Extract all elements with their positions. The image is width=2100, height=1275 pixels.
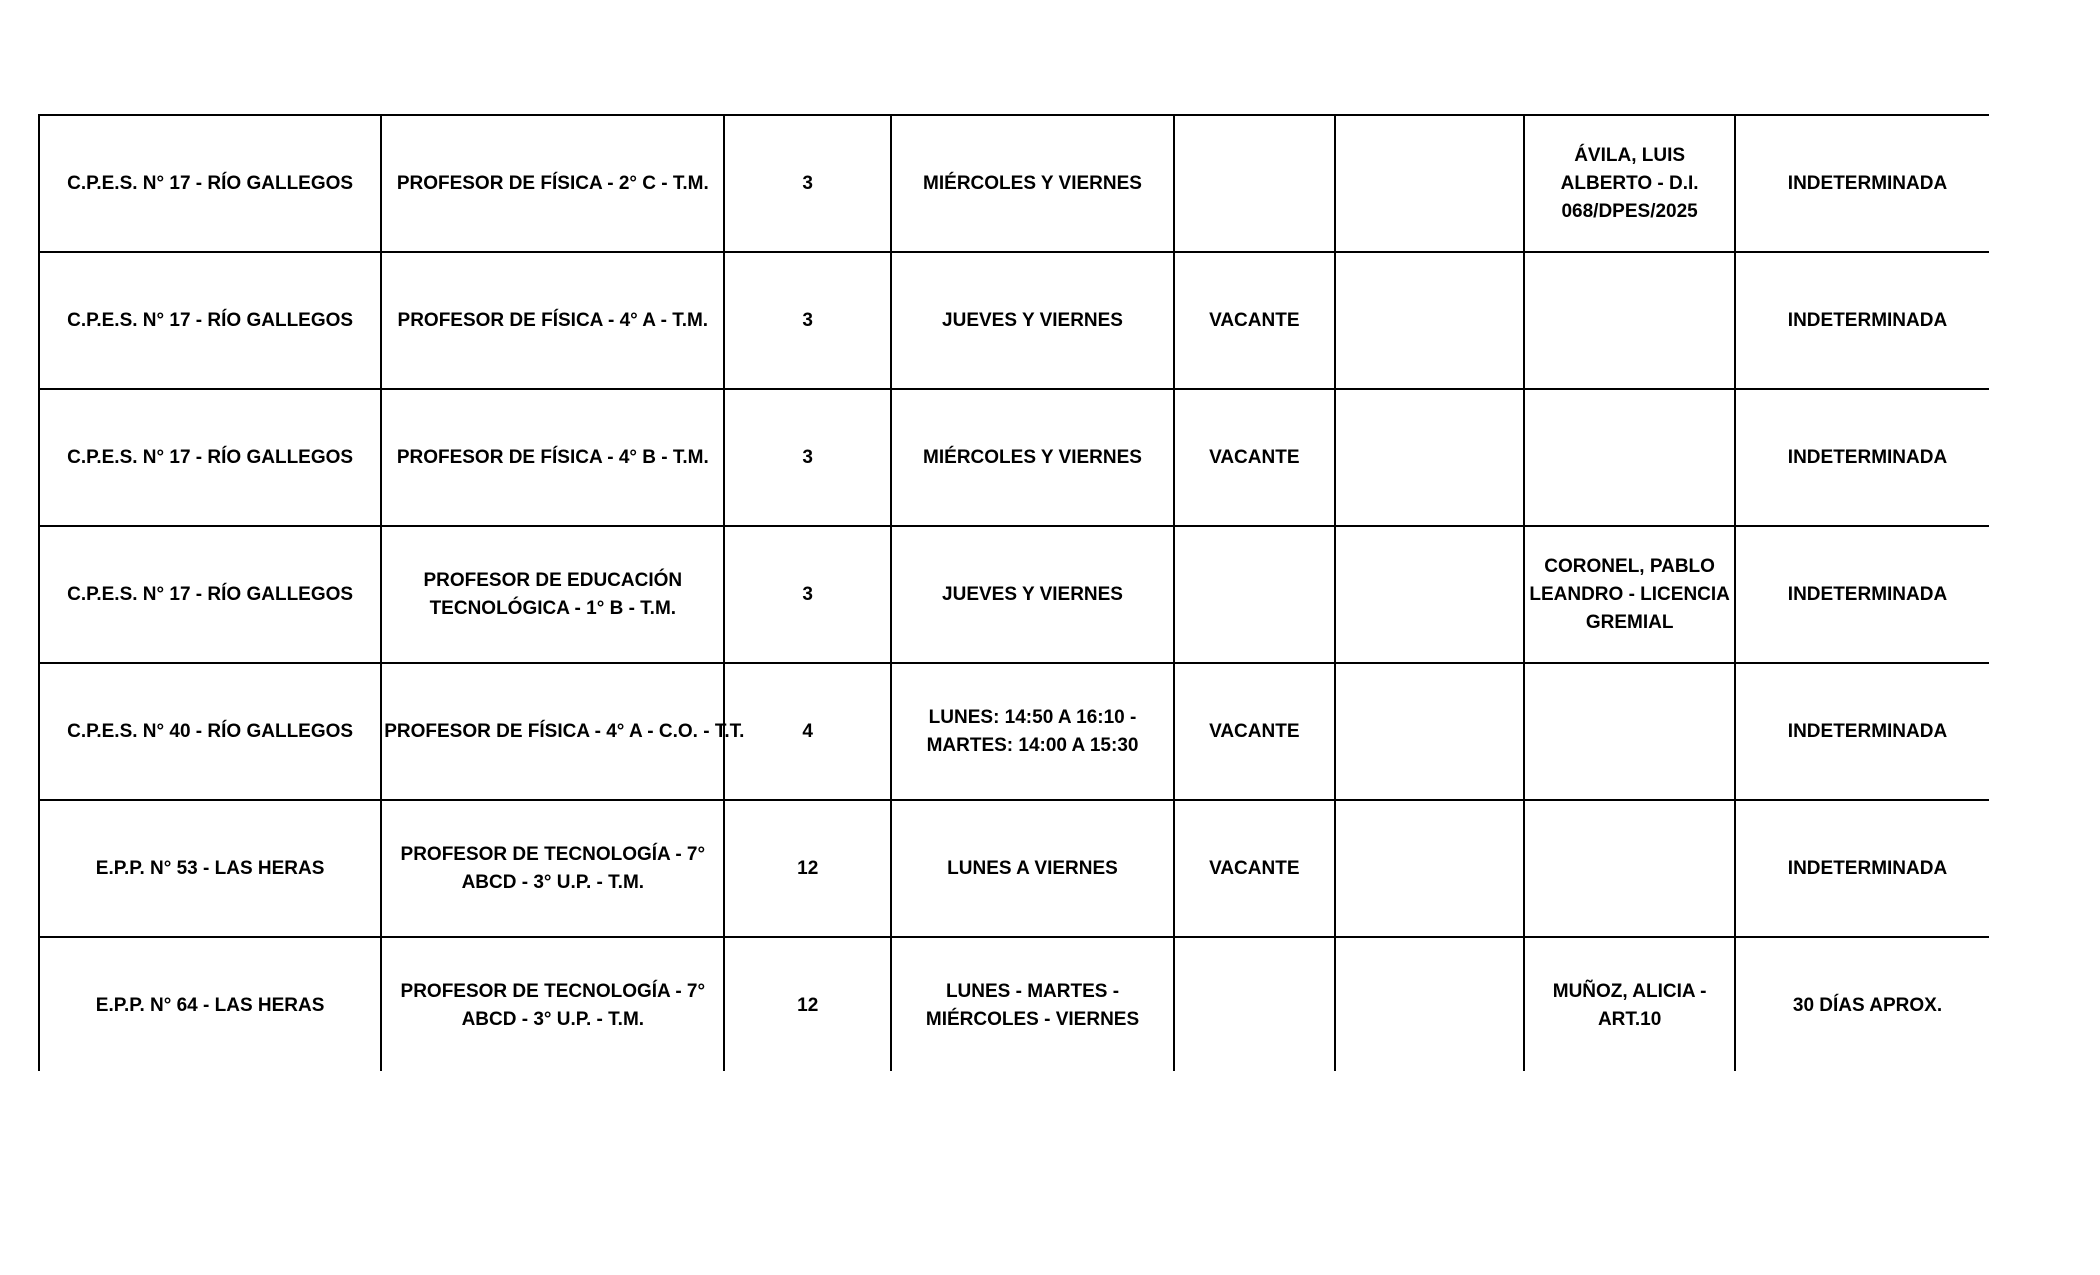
cell-situacion (1174, 526, 1335, 663)
cell-institucion: C.P.E.S. N° 17 - RÍO GALLEGOS (40, 116, 381, 252)
cell-cargo: PROFESOR DE FÍSICA - 4° A - T.M. (381, 252, 724, 389)
cell-horas: 4 (724, 663, 891, 800)
cell-extra (1335, 937, 1525, 1071)
cell-horas: 12 (724, 937, 891, 1071)
cell-cargo: PROFESOR DE TECNOLOGÍA - 7° ABCD - 3° U.P. - T.M. (381, 800, 724, 937)
cell-horas: 3 (724, 116, 891, 252)
cell-cargo: PROFESOR DE FÍSICA - 4° B - T.M. (381, 389, 724, 526)
cell-cargo: PROFESOR DE TECNOLOGÍA - 7° ABCD - 3° U.P. - T.M. (381, 937, 724, 1071)
table-row (40, 526, 1989, 663)
cell-extra (1335, 800, 1525, 937)
cell-situacion (1174, 937, 1335, 1071)
cell-dias: LUNES: 14:50 A 16:10 - MARTES: 14:00 A 15:30 (891, 663, 1174, 800)
cell-dias: LUNES A VIERNES (891, 800, 1174, 937)
cell-dias: JUEVES Y VIERNES (891, 252, 1174, 389)
cell-titular (1524, 252, 1735, 389)
cell-institucion: C.P.E.S. N° 17 - RÍO GALLEGOS (40, 389, 381, 526)
cell-situacion: VACANTE (1174, 800, 1335, 937)
cell-duracion: INDETERMINADA (1735, 116, 1989, 252)
cell-cargo: PROFESOR DE FÍSICA - 4° A - C.O. - T.T. (381, 663, 724, 800)
cell-horas: 3 (724, 389, 891, 526)
cell-duracion: INDETERMINADA (1735, 663, 1989, 800)
cell-duracion: INDETERMINADA (1735, 526, 1989, 663)
cell-titular: ÁVILA, LUIS ALBERTO - D.I. 068/DPES/2025 (1524, 116, 1735, 252)
cell-horas: 3 (724, 526, 891, 663)
cell-duracion: INDETERMINADA (1735, 800, 1989, 937)
cell-horas: 3 (724, 252, 891, 389)
cell-institucion: C.P.E.S. N° 40 - RÍO GALLEGOS (40, 663, 381, 800)
cell-cargo: PROFESOR DE FÍSICA - 2° C - T.M. (381, 116, 724, 252)
cell-institucion: C.P.E.S. N° 17 - RÍO GALLEGOS (40, 526, 381, 663)
cell-institucion: E.P.P. N° 64 - LAS HERAS (40, 937, 381, 1071)
cell-titular (1524, 389, 1735, 526)
table-row (40, 937, 1989, 1071)
cell-extra (1335, 116, 1525, 252)
cell-horas: 12 (724, 800, 891, 937)
cell-situacion: VACANTE (1174, 663, 1335, 800)
vacancies-table-sheet (38, 114, 1989, 1071)
table-body (40, 116, 1989, 1071)
cell-situacion (1174, 116, 1335, 252)
table-row (40, 116, 1989, 252)
cell-dias: JUEVES Y VIERNES (891, 526, 1174, 663)
cell-cargo: PROFESOR DE EDUCACIÓN TECNOLÓGICA - 1° B - T.M. (381, 526, 724, 663)
cell-dias: MIÉRCOLES Y VIERNES (891, 389, 1174, 526)
vacancies-table (40, 116, 1989, 1071)
cell-titular (1524, 663, 1735, 800)
cell-institucion: C.P.E.S. N° 17 - RÍO GALLEGOS (40, 252, 381, 389)
table-row (40, 252, 1989, 389)
cell-dias: MIÉRCOLES Y VIERNES (891, 116, 1174, 252)
table-row (40, 389, 1989, 526)
cell-duracion: INDETERMINADA (1735, 252, 1989, 389)
cell-extra (1335, 663, 1525, 800)
cell-duracion: 30 DÍAS APROX. (1735, 937, 1989, 1071)
cell-institucion: E.P.P. N° 53 - LAS HERAS (40, 800, 381, 937)
cell-titular: MUÑOZ, ALICIA - ART.10 (1524, 937, 1735, 1071)
cell-duracion: INDETERMINADA (1735, 389, 1989, 526)
cell-situacion: VACANTE (1174, 252, 1335, 389)
cell-situacion: VACANTE (1174, 389, 1335, 526)
cell-dias: LUNES - MARTES - MIÉRCOLES - VIERNES (891, 937, 1174, 1071)
cell-extra (1335, 526, 1525, 663)
cell-titular: CORONEL, PABLO LEANDRO - LICENCIA GREMIAL (1524, 526, 1735, 663)
table-row (40, 800, 1989, 937)
cell-titular (1524, 800, 1735, 937)
cell-extra (1335, 389, 1525, 526)
cell-extra (1335, 252, 1525, 389)
table-row (40, 663, 1989, 800)
